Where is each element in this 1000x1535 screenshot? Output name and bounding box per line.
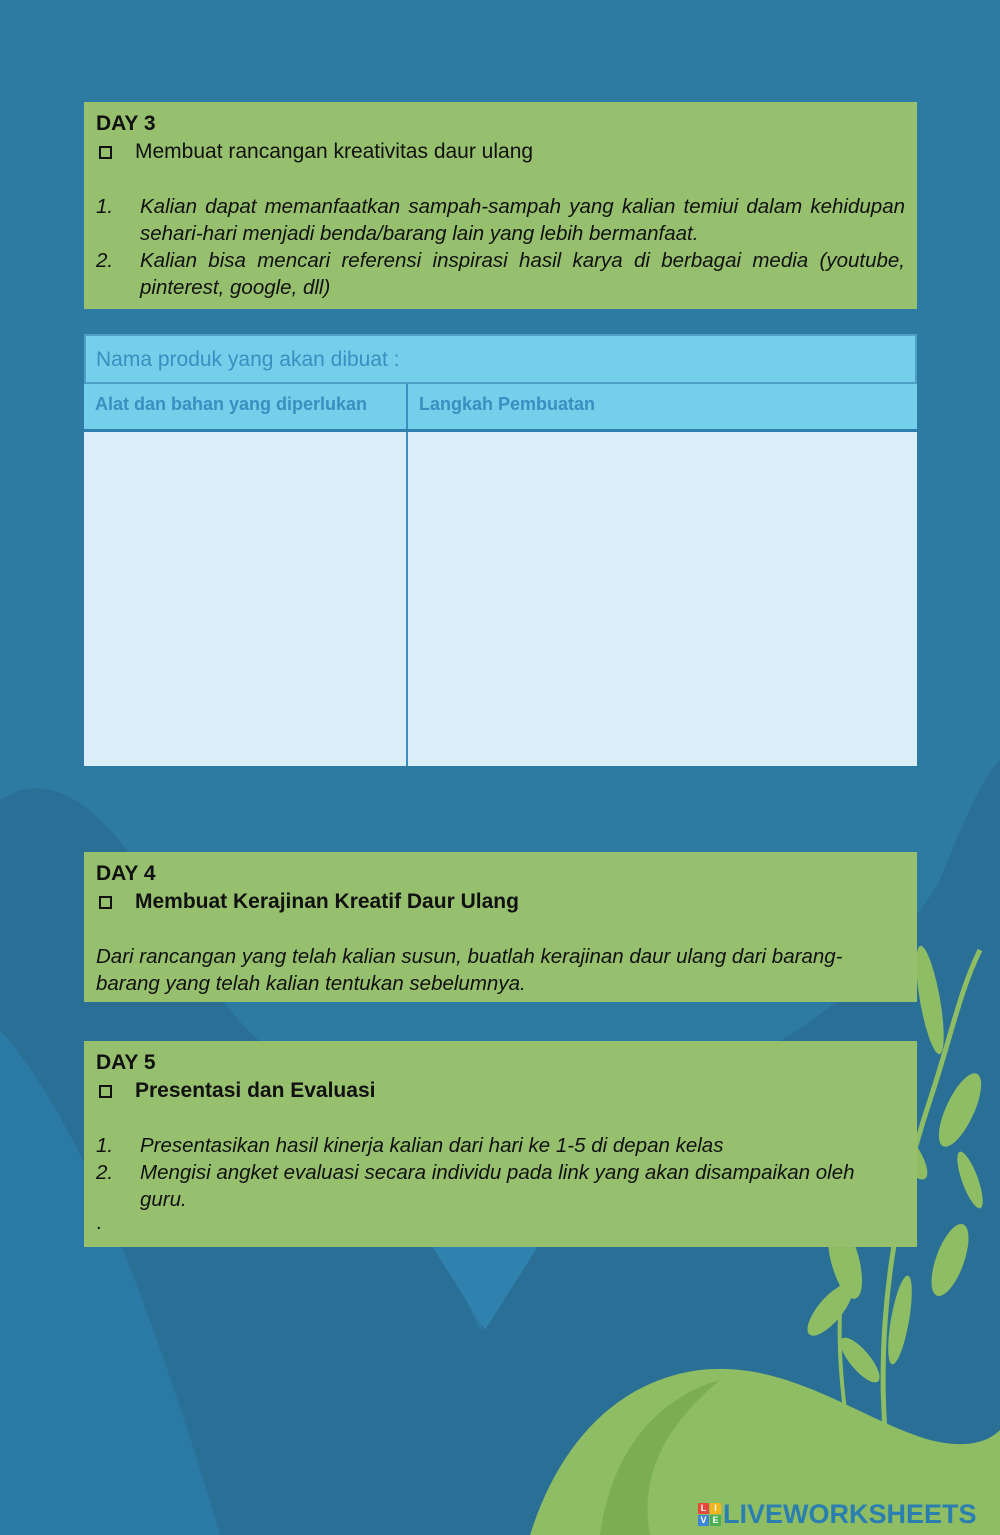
day3-card	[84, 102, 917, 309]
table-body-row	[84, 432, 917, 766]
column-header-steps: Langkah Pembuatan	[419, 394, 596, 414]
step-number: 2.	[96, 249, 114, 272]
day3-title: DAY 3	[96, 112, 156, 135]
day4-paragraph: Dari rancangan yang telah kalian susun, buatlah kerajinan daur ulang dari barang-barang yang telah kalian tentukan sebelumnya.	[96, 945, 843, 995]
step-text: Kalian dapat memanfaatkan sampah-sampah yang kalian temiui dalam kehidupan sehari-hari menjadi benda/barang lain yang lebih bermanfaat.	[140, 195, 905, 245]
day3-task-label: Membuat rancangan kreativitas daur ulang	[135, 140, 534, 163]
day3-steps	[96, 193, 905, 301]
checkbox-icon	[99, 896, 112, 909]
step-number: 1.	[96, 195, 114, 218]
column-header-tools: Alat dan bahan yang diperlukan	[84, 384, 408, 429]
tools-input-cell[interactable]	[84, 432, 408, 766]
checkbox-icon	[99, 146, 112, 159]
table-header-row	[84, 384, 917, 432]
day4-card	[84, 852, 917, 1002]
step-number: 1.	[96, 1134, 114, 1157]
day4-task	[96, 888, 905, 916]
trailing-dot: .	[96, 1212, 102, 1234]
list-item	[96, 1132, 905, 1159]
day5-task	[96, 1077, 905, 1105]
day3-task	[96, 138, 905, 166]
step-text: Presentasikan hasil kinerja kalian dari hari ke 1-5 di depan kelas	[140, 1134, 724, 1157]
logo-letter: E	[710, 1515, 721, 1526]
day5-title: DAY 5	[96, 1051, 156, 1074]
day4-task-label: Membuat Kerajinan Kreatif Daur Ulang	[135, 890, 519, 913]
day5-task-label: Presentasi dan Evaluasi	[135, 1079, 376, 1102]
day5-steps	[96, 1132, 905, 1213]
logo-letter: I	[710, 1503, 721, 1514]
design-table	[84, 334, 917, 766]
step-text: Mengisi angket evaluasi secara individu pada link yang akan disampaikan oleh guru.	[140, 1161, 855, 1211]
step-number: 2.	[96, 1161, 114, 1184]
list-item	[96, 247, 905, 301]
checkbox-icon	[99, 1085, 112, 1098]
liveworksheets-logo-icon	[698, 1503, 721, 1526]
brand-text: LIVEWORKSHEETS	[723, 1499, 977, 1529]
logo-letter: L	[698, 1503, 709, 1514]
day5-card	[84, 1041, 917, 1247]
day4-title: DAY 4	[96, 862, 156, 885]
logo-letter: V	[698, 1515, 709, 1526]
list-item	[96, 1159, 905, 1213]
step-text: Kalian bisa mencari referensi inspirasi hasil karya di berbagai media (youtube, pinterest, google, dll)	[140, 249, 905, 299]
list-item	[96, 193, 905, 247]
steps-input-cell[interactable]	[408, 432, 917, 766]
product-name-field[interactable]: Nama produk yang akan dibuat :	[84, 334, 917, 384]
liveworksheets-brand[interactable]	[698, 1499, 977, 1530]
